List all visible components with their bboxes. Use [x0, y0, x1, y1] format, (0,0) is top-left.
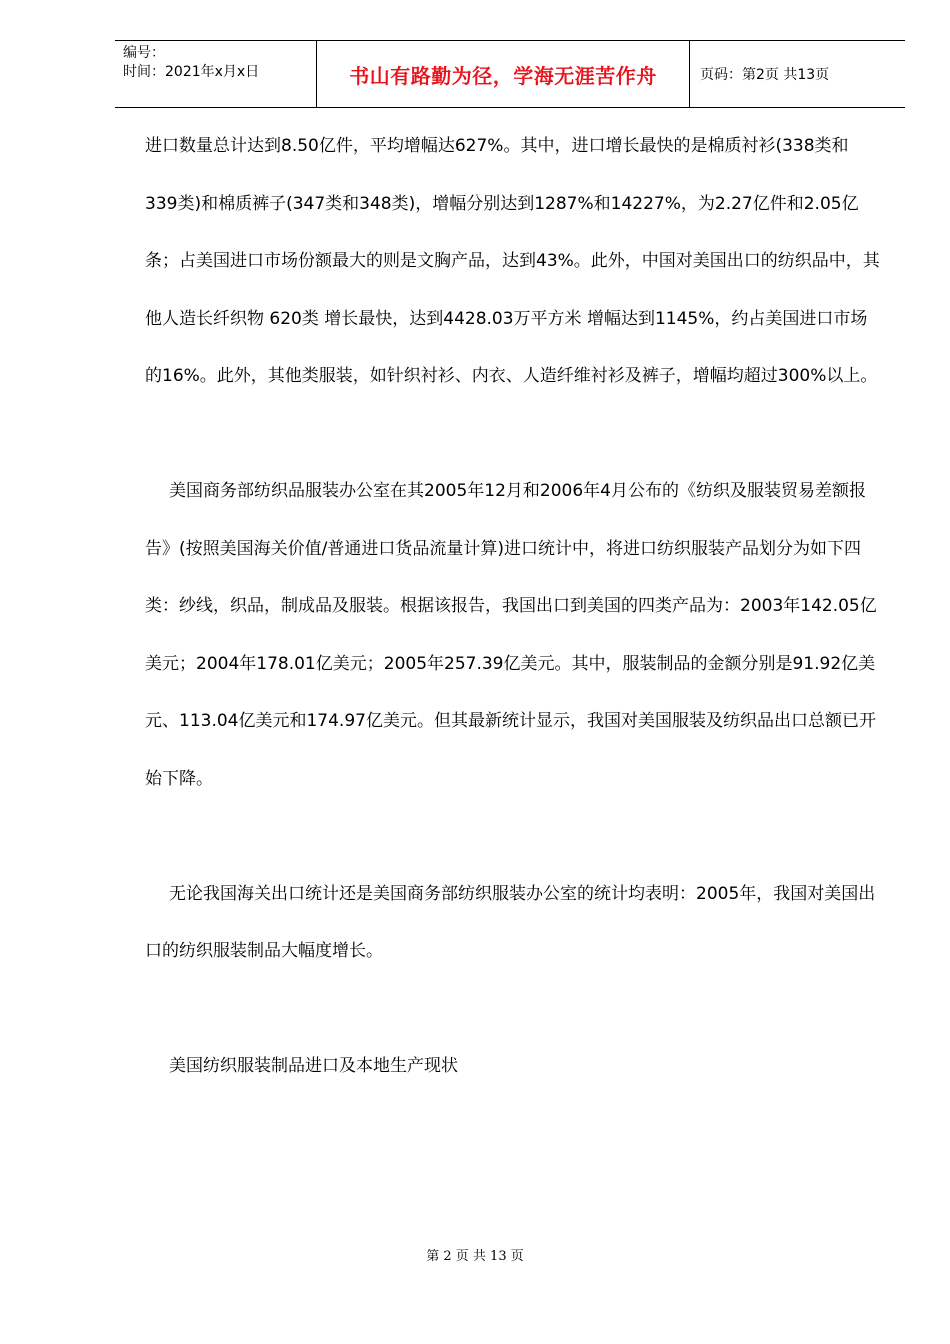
page-footer: 第 2 页 共 13 页 — [426, 1249, 524, 1264]
time-label: 时间：2021年x月x日 — [123, 64, 260, 80]
header-motto: 书山有路勤为径，学海无涯苦作舟 — [316, 41, 690, 107]
code-label: 编号： — [123, 45, 165, 61]
paragraph-1: 进口数量总计达到8.50亿件，平均增幅达627%。其中，进口增长最快的是棉质衬衫(338类和339类)和棉质裤子(347类和348类)，增幅分别达到1287%和14227%，为2.27亿件和2.05亿条；占美国进口市场份额最大的则是文胸产品，达到43%。此外，中国对美国出口的纺织品中，其他人造长纤织物 620类 增长最快，达到4428.03万平方米 增幅达到1145%，约占美国进口市场的16%。此外，其他类服装，如针织衬衫、内衣、人造纤维衬衫及裤子，增幅均超过300%以上。 — [145, 136, 880, 387]
document-body — [145, 118, 880, 1095]
page-header — [115, 40, 905, 108]
header-page-info: 页码：第2页 共13页 — [700, 67, 830, 83]
paragraph-gap — [145, 809, 880, 866]
header-meta — [115, 41, 316, 107]
paragraph-gap — [145, 406, 880, 463]
section-heading: 美国纺织服装制品进口及本地生产现状 — [169, 1055, 458, 1076]
paragraph-gap — [145, 981, 880, 1038]
paragraph-2: 美国商务部纺织品服装办公室在其2005年12月和2006年4月公布的《纺织及服装贸易差额报告》(按照美国海关价值/普通进口货品流量计算)进口统计中，将进口纺织服装产品划分为如下四类：纱线，织品，制成品及服装。根据该报告，我国出口到美国的四类产品为：2003年142.05亿美元；2004年178.01亿美元；2005年257.39亿美元。其中，服装制品的金额分别是91.92亿美元、113.04亿美元和174.97亿美元。但其最新统计显示，我国对美国服装及纺织品出口总额已开始下降。 — [145, 480, 877, 789]
paragraph-3: 无论我国海关出口统计还是美国商务部纺织服装办公室的统计均表明：2005年，我国对美国出口的纺织服装制品大幅度增长。 — [145, 883, 876, 962]
